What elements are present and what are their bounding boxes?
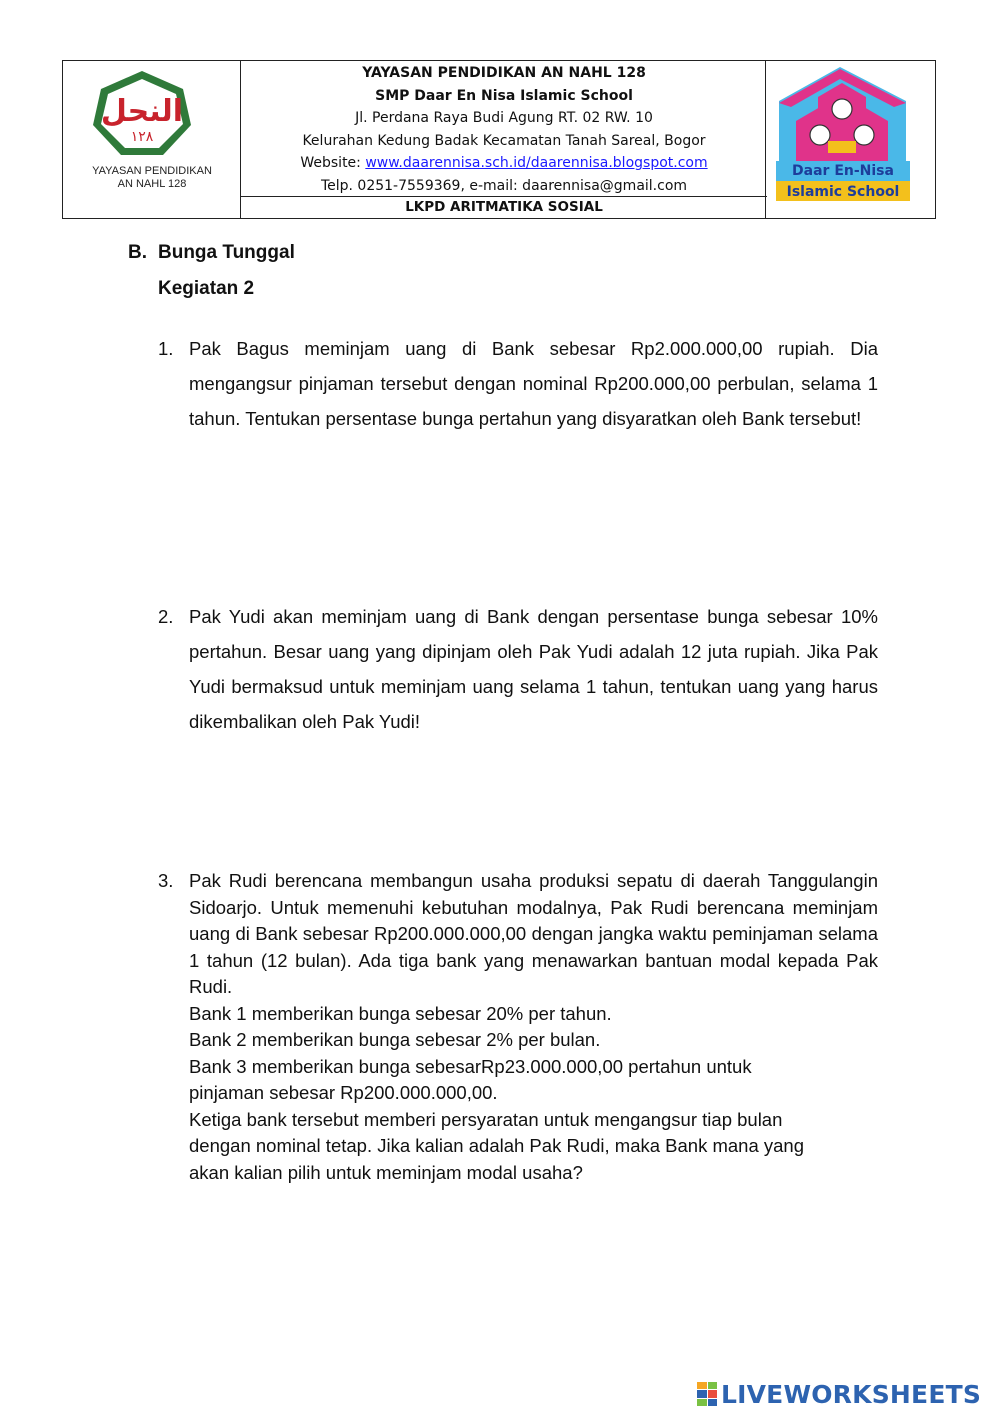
website-line [241,152,767,175]
right-logo-line1: Daar En-Nisa [792,163,894,179]
website-label: Website: [300,155,366,171]
left-logo-caption-line1: YAYASAN PENDIDIKAN [92,165,212,177]
closing-line-2: dengan nominal tetap. Jika kalian adalah Pak Rudi, maka Bank mana yang [189,1135,804,1156]
liveworksheets-wordmark: LIVEWORKSHEETS [721,1379,982,1409]
question-number: 2. [158,606,174,627]
foundation-name: YAYASAN PENDIDIKAN AN NAHL 128 [362,65,646,81]
question-body [189,868,878,1186]
liveworksheets-brand[interactable] [697,1378,981,1410]
school-info [241,61,767,196]
right-logo-cell [765,61,935,218]
question-number: 1. [158,338,174,359]
address-line-2: Kelurahan Kedung Badak Kecamatan Tanah Sareal, Bogor [302,132,706,149]
question-2 [158,599,878,739]
closing-line-1: Ketiga bank tersebut memberi persyaratan untuk mengangsur tiap bulan [189,1108,783,1130]
question-intro: Pak Rudi berencana membangun usaha produksi sepatu di daerah Tanggulangin Sidoarjo. Untuk memenuhi kebutuhan modalnya, Pak Rudi berencana meminjam uang di Bank sebesar Rp200.000.000,00 dengan jangka waktu peminjaman selama 1 tahun (12 bulan). Ada tiga bank yang menawarkan bantuan modal kepada Pak Rudi. [189,870,878,997]
logo-arabic-text: النحل [100,94,184,129]
worksheet-title: LKPD ARITMATIKA SOSIAL [241,196,767,218]
question-text: Pak Bagus meminjam uang di Bank sebesar Rp2.000.000,00 rupiah. Dia mengangsur pinjaman tersebut dengan nominal Rp200.000,00 perbulan, selama 1 tahun. Tentukan persentase bunga pertahun yang disyaratkan oleh Bank tersebut! [189,338,878,429]
question-3 [158,868,878,1186]
daar-en-nisa-logo [766,61,936,218]
left-logo-cell [63,61,241,218]
left-logo-caption [63,165,241,191]
bank-3-offer-line2: pinjaman sebesar Rp200.000.000,00. [189,1082,498,1103]
section-heading [128,242,295,264]
bank-1-offer: Bank 1 memberikan bunga sebesar 20% per tahun. [189,1002,612,1024]
website-link[interactable]: www.daarennisa.sch.id/daarennisa.blogspot.com [365,155,708,171]
section-title: Bunga Tunggal [158,242,295,263]
closing-line-3: akan kalian pilih untuk meminjam modal usaha? [189,1161,583,1183]
section-letter: B. [128,242,147,263]
contact-line: Telp. 0251-7559369, e-mail: daarennisa@gmail.com [320,177,688,194]
bank-2-offer: Bank 2 memberikan bunga sebesar 2% per bulan. [189,1029,601,1050]
question-number: 3. [158,870,174,891]
header-table [62,60,936,219]
liveworksheets-logo-icon [697,1382,717,1406]
logo-arabic-number: ١٢٨ [130,129,154,145]
address-line-1: Jl. Perdana Raya Budi Agung RT. 02 RW. 10 [355,110,653,126]
question-text: Pak Yudi akan meminjam uang di Bank dengan persentase bunga sebesar 10% pertahun. Besar uang yang dipinjam oleh Pak Yudi adalah 12 juta rupiah. Jika Pak Yudi bermaksud untuk meminjam uang selama 1 tahun, tentukan uang yang harus dikembalikan oleh Pak Yudi! [189,606,878,732]
question-1 [158,331,878,436]
an-nahl-logo [63,61,241,166]
right-logo-line2: Islamic School [786,184,900,200]
left-logo-caption-line2: AN NAHL 128 [117,178,187,190]
school-name: SMP Daar En Nisa Islamic School [375,87,633,104]
bank-3-offer-line1: Bank 3 memberikan bunga sebesarRp23.000.000,00 pertahun untuk [189,1055,752,1077]
activity-title: Kegiatan 2 [158,278,255,299]
